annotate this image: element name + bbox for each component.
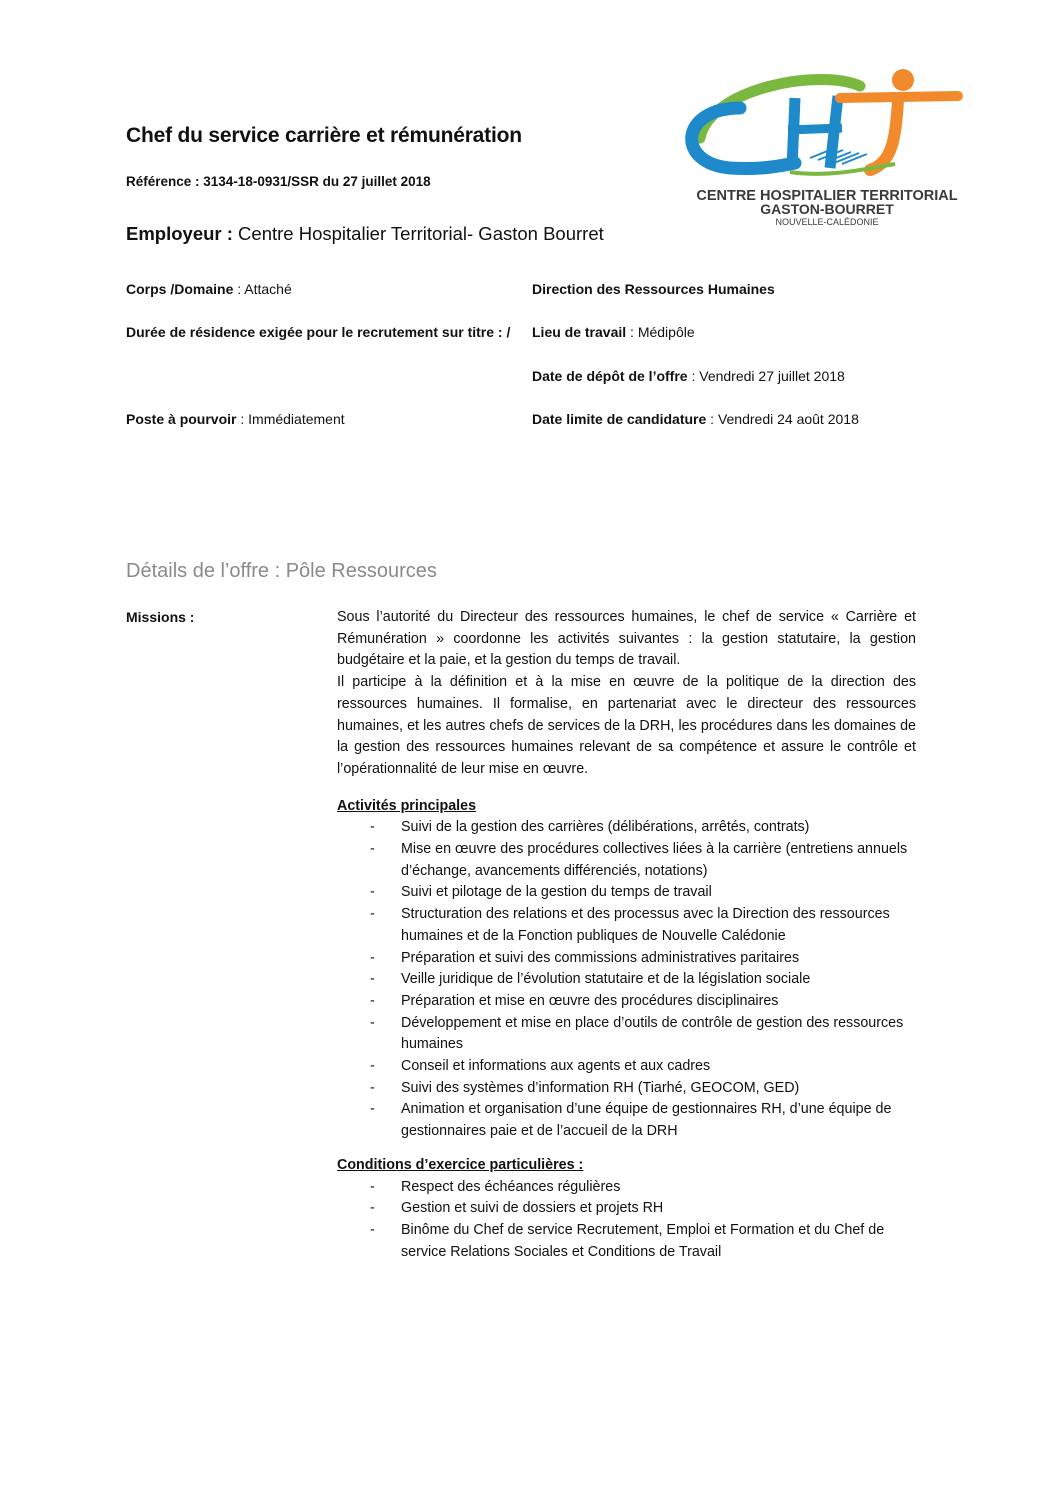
lieu-label: Lieu de travail (532, 324, 627, 340)
lieu-field (532, 321, 695, 343)
logo-line2: GASTON-BOURRET (760, 201, 894, 217)
activities-heading: Activités principales (337, 797, 477, 814)
limite-label: Date limite de candidature (532, 411, 707, 427)
employer (126, 223, 604, 245)
dash-bullet: - (370, 992, 375, 1009)
dash-bullet: - (370, 971, 375, 988)
poste-label: Poste à pourvoir (126, 411, 237, 427)
depot-field (532, 365, 845, 387)
cht-logo-graphic (670, 68, 985, 228)
dash-bullet: - (370, 841, 375, 858)
logo-line1: CENTRE HOSPITALIER TERRITORIAL (696, 188, 958, 204)
list-item-text: Suivi des systèmes d’information RH (Tiarhé, GEOCOM, GED) (401, 1079, 800, 1096)
dash-bullet: - (370, 1079, 375, 1096)
missions-paragraph-2: Il participe à la définition et à la mise en œuvre de la politique de la direction des ressources humaines. Il formalise, en partenariat avec le directeur des ressources humaines, et les autres chefs de services de la DRH, les procédures dans les domaines de la gestion des ressources humaines relevant de sa compétence et assure le contrôle et l’opérationnalité de leur mise en œuvre. (337, 674, 916, 777)
activities-list (337, 817, 916, 1143)
list-item-text: Animation et organisation d’une équipe de gestionnaires RH, d’une équipe de gestionnaires paie et de l’accueil de la DRH (401, 1101, 892, 1140)
dash-bullet: - (370, 1178, 375, 1195)
list-item (337, 1056, 916, 1078)
depot-value: : Vendredi 27 juillet 2018 (687, 368, 845, 384)
logo-line3: NOUVELLE-CALÉDONIE (775, 217, 879, 227)
page-title: Chef du service carrière et rémunération (126, 124, 522, 147)
dash-bullet: - (370, 1200, 375, 1217)
dash-bullet: - (370, 819, 375, 836)
list-item-text: Mise en œuvre des procédures collectives liées à la carrière (entretiens annuels d’échange, avancements différenciés, notations) (401, 841, 908, 879)
list-item (337, 1013, 916, 1056)
list-item (337, 1198, 916, 1220)
list-item (337, 904, 916, 947)
duree-field: Durée de résidence exigée pour le recrutement sur titre : / (126, 324, 511, 340)
list-item-text: Préparation et mise en œuvre des procédures disciplinaires (401, 992, 779, 1009)
list-item-text: Préparation et suivi des commissions administratives paritaires (401, 949, 800, 966)
list-item (337, 882, 916, 904)
list-item-text: Gestion et suivi de dossiers et projets RH (401, 1200, 664, 1217)
corps-label: Corps /Domaine (126, 281, 234, 297)
list-item (337, 1177, 916, 1199)
poste-value: : Immédiatement (236, 411, 345, 427)
list-item-text: Développement et mise en place d’outils de contrôle de gestion des ressources humaines (401, 1014, 904, 1053)
poste-field (126, 408, 345, 430)
list-item-text: Suivi de la gestion des carrières (délibérations, arrêtés, contrats) (401, 819, 810, 836)
corps-field (126, 278, 292, 300)
list-item-text: Binôme du Chef de service Recrutement, Emploi et Formation et du Chef de service Relations Sociales et Conditions de Travail (401, 1221, 885, 1260)
dash-bullet: - (370, 1058, 375, 1075)
cht-logo (670, 68, 985, 228)
employer-label: Employeur : (126, 223, 233, 244)
section-title: Détails de l’offre : Pôle Ressources (126, 560, 437, 582)
missions-label: Missions : (126, 609, 195, 625)
limite-field (532, 408, 859, 430)
reference: Référence : 3134-18-0931/SSR du 27 juillet 2018 (126, 174, 431, 189)
list-item-text: Suivi et pilotage de la gestion du temps de travail (401, 884, 712, 901)
list-item (337, 839, 916, 882)
missions-content (337, 607, 916, 1263)
list-item-text: Conseil et informations aux agents et aux cadres (401, 1058, 711, 1075)
employer-value: Centre Hospitalier Territorial- Gaston Bourret (232, 223, 604, 244)
list-item (337, 948, 916, 970)
conditions-heading: Conditions d’exercice particulières : (337, 1156, 584, 1173)
lieu-value: : Médipôle (626, 324, 695, 340)
list-item (337, 817, 916, 839)
dash-bullet: - (370, 884, 375, 901)
dash-bullet: - (370, 949, 375, 966)
dash-bullet: - (370, 1101, 375, 1118)
list-item (337, 1099, 916, 1142)
depot-label: Date de dépôt de l’offre (532, 368, 688, 384)
dash-bullet: - (370, 906, 375, 923)
conditions-list (337, 1177, 916, 1264)
list-item-text: Structuration des relations et des processus avec la Direction des ressources humaines et de la Fonction publiques de Nouvelle Calédonie (401, 906, 890, 944)
dash-bullet: - (370, 1221, 375, 1238)
list-item (337, 1078, 916, 1100)
list-item (337, 1220, 916, 1263)
list-item-text: Respect des échéances régulières (401, 1178, 621, 1195)
missions-paragraph-1: Sous l’autorité du Directeur des ressources humaines, le chef de service « Carrière et Rémunération » coordonne les activités suivantes : la gestion statutaire, la gestion budgétaire et la paie, et la gestion du temps de travail. (337, 609, 916, 669)
corps-value: : Attaché (233, 281, 292, 297)
direction-label: Direction des Ressources Humaines (532, 281, 775, 297)
list-item (337, 969, 916, 991)
list-item-text: Veille juridique de l’évolution statutaire et de la législation sociale (401, 971, 811, 988)
dash-bullet: - (370, 1014, 375, 1031)
limite-value: : Vendredi 24 août 2018 (706, 411, 859, 427)
list-item (337, 991, 916, 1013)
